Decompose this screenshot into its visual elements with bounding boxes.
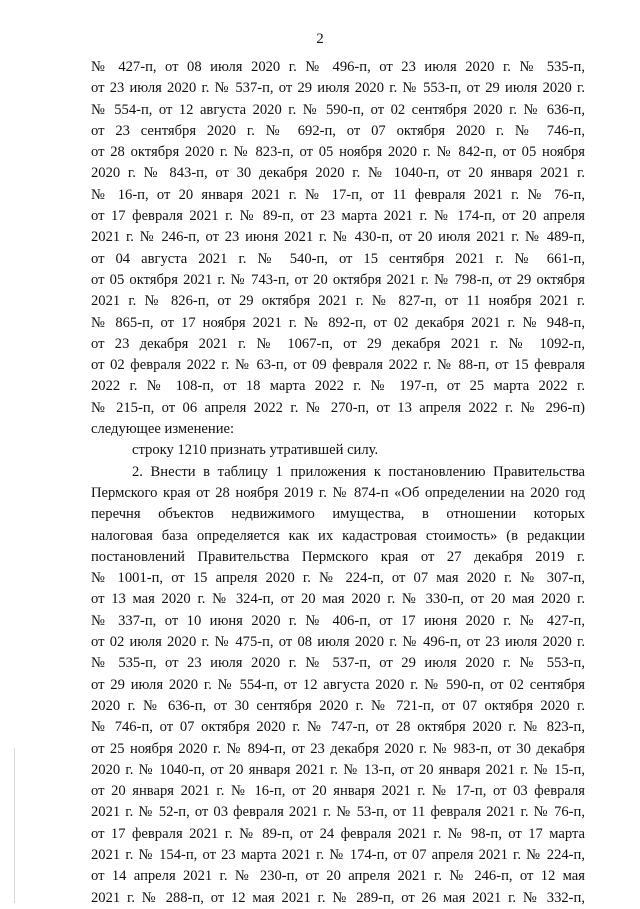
body-line: № 1001-п, от 15 апреля 2020 г. № 224-п, от 07 мая 2020 г. № 307-п, (91, 570, 585, 587)
body-line: № 746-п, от 07 октября 2020 г. № 747-п, от 28 октября 2020 г. № 823-п, (91, 719, 585, 736)
body-line: 2020 г. № 843-п, от 30 декабря 2020 г. № 1040-п, от 20 января 2021 г. (91, 165, 585, 182)
body-line: 2021 г. № 288-п, от 12 мая 2021 г. № 289-п, от 26 мая 2021 г. № 332-п, (91, 889, 585, 906)
document-body (91, 57, 585, 909)
page-number: 2 (316, 31, 324, 47)
body-line: от 13 мая 2020 г. № 324-п, от 20 мая 2020 г. № 330-п, от 20 мая 2020 г. (91, 591, 585, 608)
body-line: № 427-п, от 08 июля 2020 г. № 496-п, от 23 июля 2020 г. № 535-п, (91, 59, 585, 75)
body-line: 2020 г. № 636-п, от 30 сентября 2020 г. № 721-п, от 07 октября 2020 г. (91, 697, 585, 714)
body-line: от 04 августа 2021 г. № 540-п, от 15 сентября 2021 г. № 661-п, (91, 250, 585, 267)
body-line: от 23 июля 2020 г. № 537-п, от 29 июля 2020 г. № 553-п, от 29 июля 2020 г. (91, 80, 585, 97)
body-line: от 29 июля 2020 г. № 554-п, от 12 августа 2020 г. № 590-п, от 02 сентября (91, 676, 585, 693)
body-line: 2020 г. № 1040-п, от 20 января 2021 г. № 13-п, от 20 января 2021 г. № 15-п, (91, 761, 585, 778)
body-line: № 865-п, от 17 ноября 2021 г. № 892-п, от 02 декабря 2021 г. № 948-п, (91, 314, 585, 331)
body-line: от 20 января 2021 г. № 16-п, от 20 января 2021 г. № 17-п, от 03 февраля (91, 783, 585, 800)
body-line: от 02 июля 2020 г. № 475-п, от 08 июля 2020 г. № 496-п, от 23 июля 2020 г. (91, 634, 585, 651)
body-line: 2021 г. № 52-п, от 03 февраля 2021 г. № 53-п, от 11 февраля 2021 г. № 76-п, (91, 804, 585, 821)
scan-edge-mark (14, 748, 15, 903)
body-line: № 16-п, от 20 января 2021 г. № 17-п, от 11 февраля 2021 г. № 76-п, (91, 186, 585, 203)
body-line: 2021 г. № 826-п, от 29 октября 2021 г. № 827-п, от 11 ноября 2021 г. (91, 293, 585, 310)
body-line: № 215-п, от 06 апреля 2022 г. № 270-п, от 13 апреля 2022 г. № 296-п) (91, 399, 585, 416)
body-line: от 28 октября 2020 г. № 823-п, от 05 ноября 2020 г. № 842-п, от 05 ноября (91, 144, 585, 161)
body-line: Пермского края от 28 ноября 2019 г. № 874-п «Об определении на 2020 год (91, 484, 585, 501)
body-line: строку 1210 признать утратившей силу. (132, 442, 379, 459)
body-line: перечня объектов недвижимого имущества, в отношении которых (91, 506, 585, 523)
body-line: от 05 октября 2021 г. № 743-п, от 20 октября 2021 г. № 798-п, от 29 октября (91, 271, 585, 288)
body-line: от 17 февраля 2021 г. № 89-п, от 24 февраля 2021 г. № 98-п, от 17 марта (91, 825, 585, 842)
body-line: 2022 г. № 108-п, от 18 марта 2022 г. № 197-п, от 25 марта 2022 г. (91, 378, 585, 395)
paragraph-start-line: 2. Внести в таблицу 1 приложения к постановлению Правительства (132, 463, 585, 480)
body-line: от 02 февраля 2022 г. № 63-п, от 09 февраля 2022 г. № 88-п, от 15 февраля (91, 357, 585, 374)
body-line: постановлений Правительства Пермского края от 27 декабря 2019 г. (91, 548, 585, 565)
body-line: от 23 сентября 2020 г. № 692-п, от 07 октября 2020 г. № 746-п, (91, 122, 585, 139)
body-line: следующее изменение: (91, 421, 235, 438)
body-line: 2021 г. № 154-п, от 23 марта 2021 г. № 174-п, от 07 апреля 2021 г. № 224-п, (91, 846, 585, 863)
body-line: налоговая база определяется как их кадастровая стоимость» (в редакции (91, 527, 585, 544)
body-line: 2021 г. № 246-п, от 23 июня 2021 г. № 430-п, от 20 июля 2021 г. № 489-п, (91, 229, 585, 246)
body-line: от 23 декабря 2021 г. № 1067-п, от 29 декабря 2021 г. № 1092-п, (91, 335, 585, 352)
body-line: от 25 ноября 2020 г. № 894-п, от 23 декабря 2020 г. № 983-п, от 30 декабря (91, 740, 585, 757)
body-line: от 17 февраля 2021 г. № 89-п, от 23 марта 2021 г. № 174-п, от 20 апреля (91, 208, 585, 225)
body-line: от 14 апреля 2021 г. № 230-п, от 20 апреля 2021 г. № 246-п, от 12 мая (91, 868, 585, 885)
body-line: № 535-п, от 23 июля 2020 г. № 537-п, от 29 июля 2020 г. № 553-п, (91, 655, 585, 672)
body-line: № 337-п, от 10 июня 2020 г. № 406-п, от 17 июня 2020 г. № 427-п, (91, 612, 585, 629)
body-line: № 554-п, от 12 августа 2020 г. № 590-п, от 02 сентября 2020 г. № 636-п, (91, 101, 585, 118)
